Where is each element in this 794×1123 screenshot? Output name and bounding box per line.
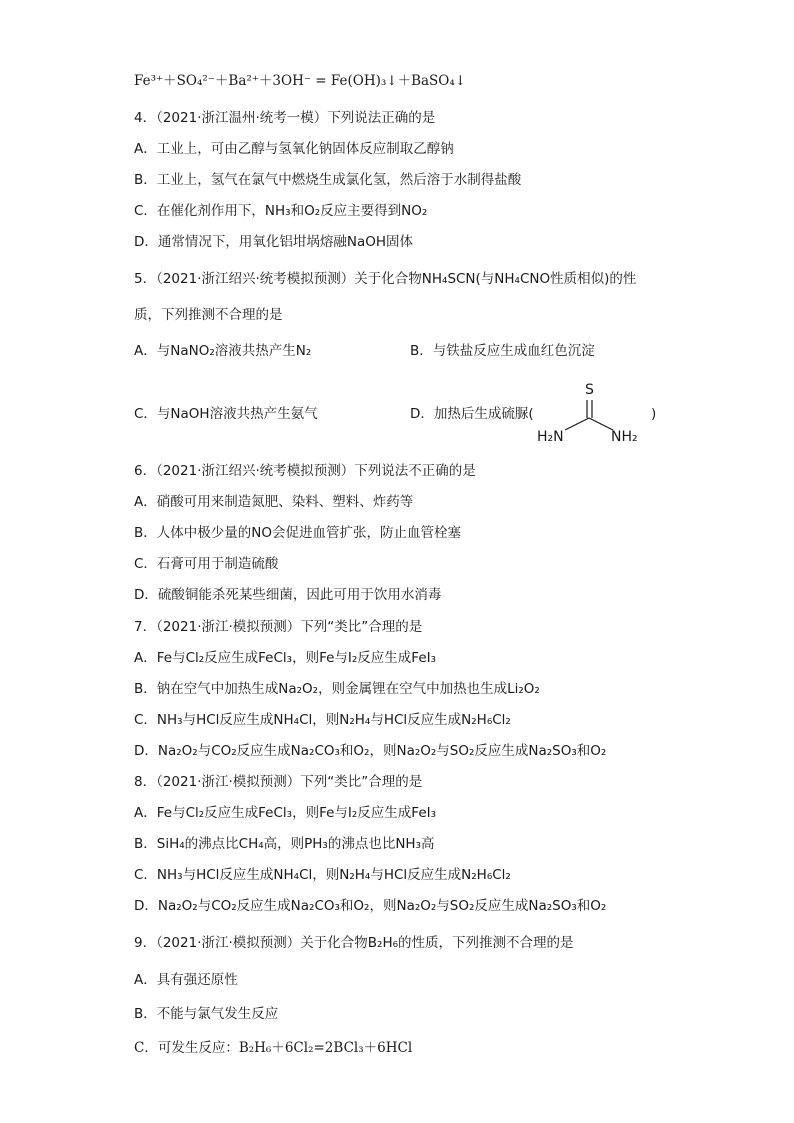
left-amine-label: H₂N (537, 429, 564, 445)
question-7-option-a: A．Fe与Cl₂反应生成FeCl₃，则Fe与I₂反应生成FeI₃ (134, 650, 437, 666)
question-5-option-c: C．与NaOH溶液共热产生氨气 (134, 406, 318, 422)
question-7-stem: 7．（2021·浙江·模拟预测）下列“类比”合理的是 (134, 619, 423, 635)
question-8-option-b: B．SiH₄的沸点比CH₄高，则PH₃的沸点也比NH₃高 (134, 836, 435, 852)
question-5-option-a: A．与NaNO₂溶液共热产生N₂ (134, 343, 312, 359)
question-5-option-b: B．与铁盐反应生成血红色沉淀 (410, 343, 595, 359)
question-8-option-a: A．Fe与Cl₂反应生成FeCl₃，则Fe与I₂反应生成FeI₃ (134, 805, 437, 821)
question-7-option-c: C．NH₃与HCl反应生成NH₄Cl，则N₂H₄与HCl反应生成N₂H₆Cl₂ (134, 712, 511, 728)
question-7-option-b: B．钠在空气中加热生成Na₂O₂，则金属锂在空气中加热也生成Li₂O₂ (134, 681, 540, 697)
question-7-option-d: D．Na₂O₂与CO₂反应生成Na₂CO₃和O₂，则Na₂O₂与SO₂反应生成Na₂SO₃和O₂ (134, 743, 607, 759)
bond-right (589, 418, 613, 430)
question-6-stem: 6．（2021·浙江绍兴·统考模拟预测）下列说法不正确的是 (134, 463, 476, 479)
equation-line: Fe³⁺＋SO₄²⁻＋Ba²⁺＋3OH⁻ = Fe(OH)₃↓＋BaSO₄↓ (134, 73, 467, 89)
question-9-stem: 9．（2021·浙江·模拟预测）关于化合物B₂H₆的性质，下列推测不合理的是 (134, 935, 574, 951)
question-8-option-d: D．Na₂O₂与CO₂反应生成Na₂CO₃和O₂，则Na₂O₂与SO₂反应生成Na₂SO₃和O₂ (134, 898, 607, 914)
question-5-stem-cont: 质，下列推测不合理的是 (134, 307, 283, 323)
question-6-option-c: C．石膏可用于制造硫酸 (134, 556, 279, 572)
question-9-option-b: B．不能与氯气发生反应 (134, 1006, 279, 1022)
question-6-option-a: A．硝酸可用来制造氮肥、染料、塑料、炸药等 (134, 494, 414, 510)
question-4-option-d: D．通常情况下，用氧化铝坩埚熔融NaOH固体 (134, 234, 414, 250)
question-5-stem: 5．（2021·浙江绍兴·统考模拟预测）关于化合物NH₄SCN(与NH₄CNO性质相似)的性 (134, 271, 637, 287)
question-6-option-d: D．硫酸铜能杀死某些细菌，因此可用于饮用水消毒 (134, 587, 442, 603)
question-4-option-c: C．在催化剂作用下，NH₃和O₂反应主要得到NO₂ (134, 203, 428, 219)
sulfur-atom-label: S (585, 382, 594, 398)
question-9-option-a: A．具有强还原性 (134, 972, 238, 988)
question-5-option-d: D．加热后生成硫脲( (410, 406, 534, 422)
right-amine-label: NH₂ (611, 429, 638, 445)
question-6-option-b: B．人体中极少量的NO会促进血管扩张，防止血管栓塞 (134, 525, 461, 541)
question-4-stem: 4．（2021·浙江温州·统考一模）下列说法正确的是 (134, 110, 436, 126)
question-8-option-c: C．NH₃与HCl反应生成NH₄Cl，则N₂H₄与HCl反应生成N₂H₆Cl₂ (134, 867, 511, 883)
question-9-option-c: C．可发生反应：B₂H₆＋6Cl₂=2BCl₃＋6HCl (134, 1040, 413, 1056)
question-4-option-b: B．工业上，氢气在氯气中燃烧生成氯化氢，然后溶于水制得盐酸 (134, 172, 522, 188)
question-8-stem: 8．（2021·浙江·模拟预测）下列“类比”合理的是 (134, 774, 423, 790)
bond-left (565, 418, 589, 430)
question-4-option-a: A．工业上，可由乙醇与氢氧化钠固体反应制取乙醇钠 (134, 141, 454, 157)
question-5-option-d-close-paren: ) (651, 406, 657, 422)
